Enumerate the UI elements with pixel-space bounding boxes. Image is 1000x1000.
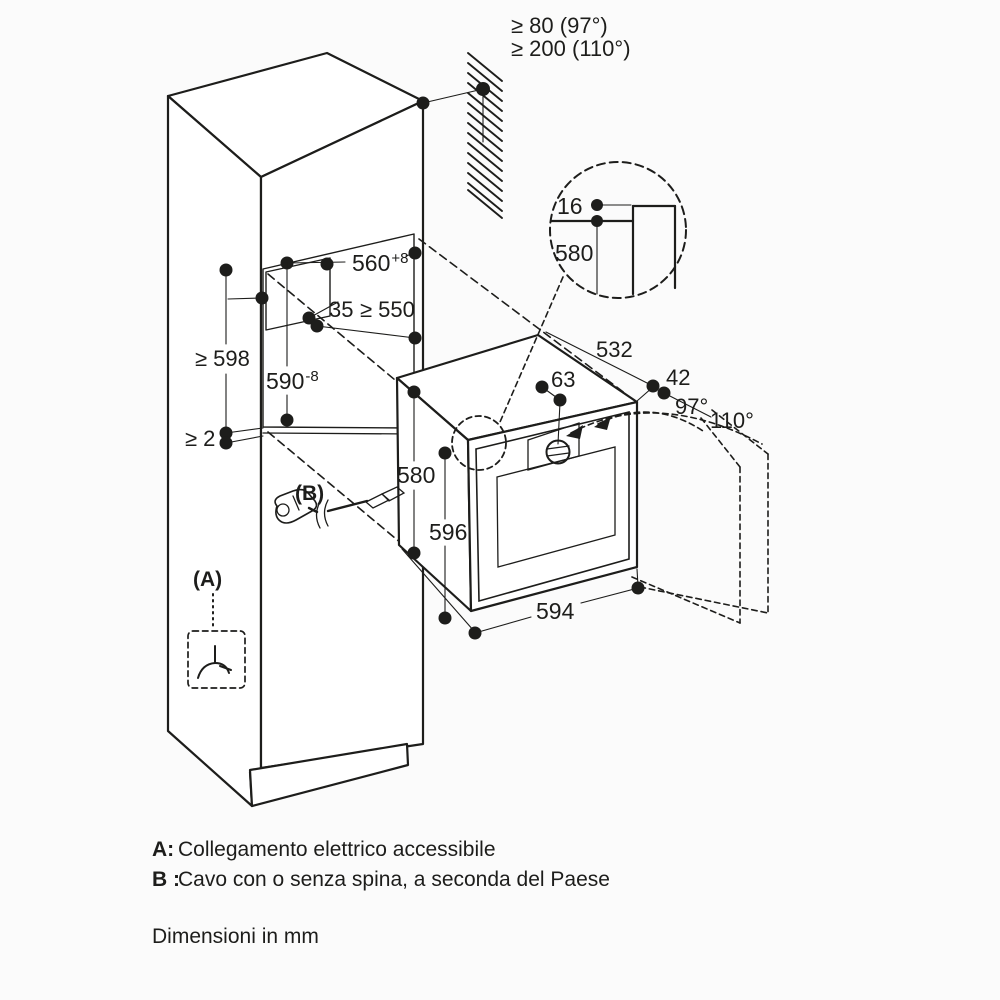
detail-height-label: 580 — [555, 240, 594, 266]
door-angle-large-label: 110° — [710, 408, 754, 433]
oven-height-back-label: 580 — [397, 462, 436, 488]
dim-dot — [439, 447, 452, 460]
legend-b-key: B : — [152, 868, 180, 891]
dim-dot — [632, 582, 645, 595]
legend-b-text: Cavo con o senza spina, a seconda del Paese — [178, 868, 610, 891]
dim-dot — [311, 320, 324, 333]
dim-dot — [439, 612, 452, 625]
units-note: Dimensioni in mm — [152, 925, 319, 948]
dim-dot — [554, 394, 567, 407]
dim-dot — [281, 414, 294, 427]
door-angle-small-label: 97° — [675, 394, 709, 419]
dim-dot — [476, 82, 490, 96]
dim-dot — [321, 258, 334, 271]
oven-height-front-label: 596 — [429, 519, 468, 545]
door-offset-label: 42 — [666, 365, 691, 390]
column-height-label: ≥ 598 — [195, 346, 250, 371]
dim-dot — [409, 247, 422, 260]
dim-dot — [409, 332, 422, 345]
dim-dot — [591, 199, 603, 211]
niche-depth-label: ≥ 550 — [360, 297, 415, 322]
callout-a-label: (A) — [193, 568, 223, 591]
dim-dot — [536, 381, 549, 394]
clearance-label-1: ≥ 80 (97°) — [511, 13, 608, 38]
niche-width-label: 560+8 — [352, 250, 409, 276]
callout-b-label: (B) — [295, 482, 325, 505]
dim-dot — [256, 292, 269, 305]
oven-width-label: 594 — [536, 598, 575, 624]
dim-dot — [591, 215, 603, 227]
oven-depth-label: 532 — [596, 337, 633, 362]
dim-dot — [469, 627, 482, 640]
knob-offset-label: 63 — [551, 367, 576, 392]
legend-a-key: A: — [152, 838, 175, 861]
dim-dot — [647, 380, 660, 393]
vent-gap-label: 35 — [329, 297, 354, 322]
cabinet-side-face — [168, 96, 261, 806]
bottom-gap-label: ≥ 2 — [185, 426, 216, 451]
dim-dot — [408, 386, 421, 399]
niche-height-label: 590-8 — [266, 368, 319, 394]
detail-gap-label: 16 — [557, 193, 583, 219]
dim-dot — [220, 264, 233, 277]
dim-dot — [220, 437, 233, 450]
clearance-label-2: ≥ 200 (110°) — [511, 36, 631, 61]
dim-dot — [417, 97, 430, 110]
legend-a-text: Collegamento elettrico accessibile — [178, 838, 496, 861]
